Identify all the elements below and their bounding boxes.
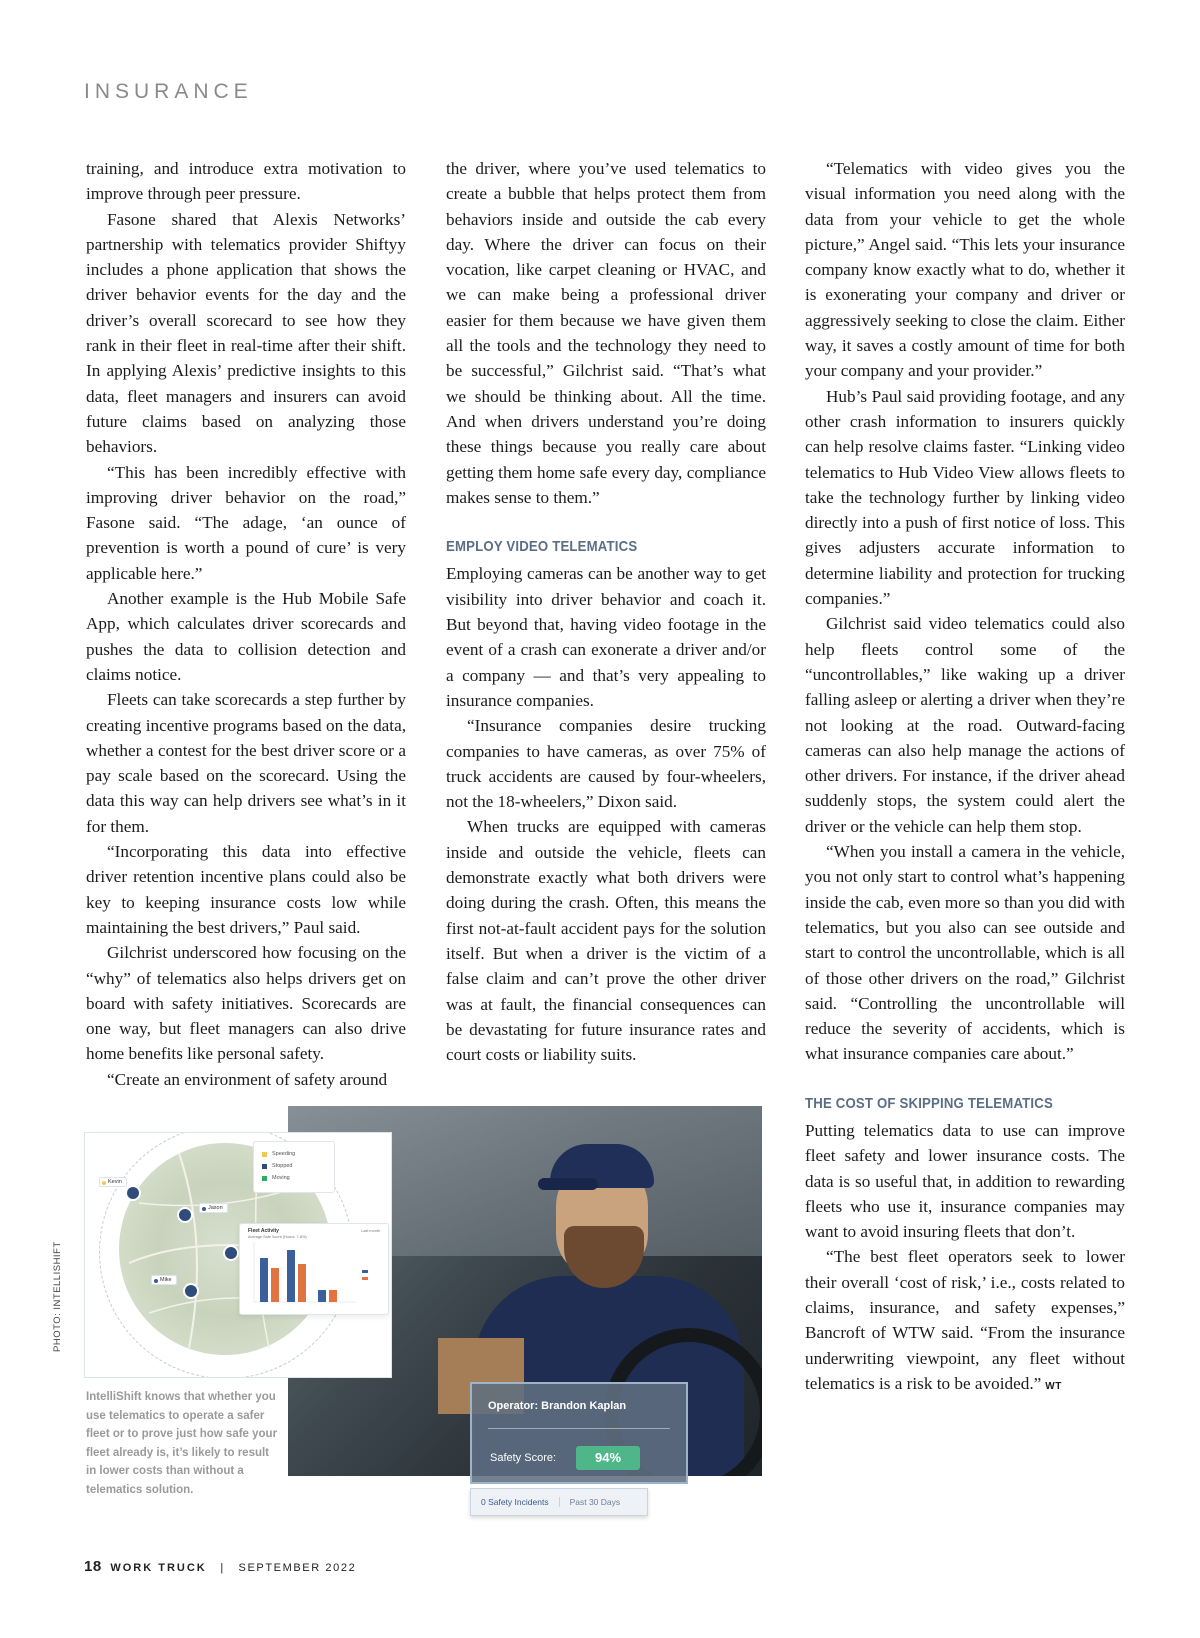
subhead-employ-video-telematics: EMPLOY VIDEO TELEMATICS <box>446 538 638 556</box>
legend-item <box>262 1160 334 1172</box>
paragraph: Hub’s Paul said providing footage, and any other crash information to insurers quickly can help resolve claims faster. “Linking video telematics to Hub Video View allows fleets to take the technology further by linking video directly into a push of first notice of loss. This gives adjusters accurate information to determine liability and protection for trucking companies.” <box>805 386 1125 609</box>
legend-swatch-moving <box>262 1176 267 1181</box>
photo-credit: PHOTO: INTELLISHIFT <box>52 1241 63 1352</box>
hud-tabs <box>470 1488 648 1516</box>
photo-cap-brim <box>538 1178 598 1190</box>
legend-swatch-stopped <box>262 1164 267 1169</box>
footer-separator: | <box>220 1562 225 1574</box>
issue-date: SEPTEMBER 2022 <box>238 1562 357 1574</box>
paragraph: “When you install a camera in the vehicle, you not only start to control what’s happening inside the cab, even more so than you did with telematics, but you also can see outside and start to control the uncontrollable, which is all of those other drivers on the road,” Gilchrist said. “Controlling the uncontrollable will reduce the severity of accidents, which is what insurance companies care about.” <box>805 842 1125 1064</box>
safety-score-label: Safety Score: <box>490 1452 557 1464</box>
paragraph: “Telematics with video gives you the visual information you need along with the data from your vehicle to get the whole picture,” Angel said. “This lets your insurance company know exactly what to do, whether it is exonerating your company and driver or aggressively seeking to close the claim. Either way, it saves a costly amount of time for both your company and your provider.” <box>805 159 1125 381</box>
hud-divider <box>488 1428 670 1429</box>
chart-bar <box>260 1258 268 1302</box>
legend-label: Moving <box>272 1175 290 1181</box>
tab-past-30-days: Past 30 Days <box>559 1497 631 1507</box>
paragraph: When trucks are equipped with cameras inside and outside the vehicle, fleets can demonstrate exactly what both drivers were doing during the crash. Often, this means the first not-at-fault accident pays for the solution itself. But when a driver is the victim of a false claim and can’t prove the other driver was at fault, the financial consequences can be devastating for future insurance rates and court costs or liability suits. <box>446 817 766 1065</box>
legend-item <box>262 1148 334 1160</box>
operator-name: Operator: Brandon Kaplan <box>488 1400 627 1412</box>
end-mark: WT <box>1045 1380 1062 1392</box>
paragraph: Employing cameras can be another way to get visibility into driver behavior and coach it. But beyond that, having video footage in the event of a crash can exonerate a driver and/or a company — and that’s very appealing to insurance companies. <box>446 564 766 710</box>
paragraph-text: “The best fleet operators seek to lower their overall ‘cost of risk,’ i.e., costs related to claims, insurance, and safety expenses,” Bancroft of WTW said. “From the insurance underwriting viewpoint, any fleet without telematics is a risk to be avoided.” <box>805 1247 1125 1393</box>
paragraph: “Incorporating this data into effective driver retention incentive plans could also be key to keeping insurance costs low while maintaining the best drivers,” Paul said. <box>86 842 406 937</box>
tab-safety-incidents: 0 Safety Incidents <box>481 1497 549 1507</box>
paragraph: Putting telematics data to use can improve fleet safety and lower insurance costs. The data is so useful that, in addition to rewarding fleets who use it, insurance companies may want to avoid insuring fleets that don’t. <box>805 1120 1125 1242</box>
legend-label: Speeding <box>272 1151 296 1157</box>
paragraph: Gilchrist underscored how focusing on the “why” of telematics also helps drivers get on board with safety initiatives. Scorecards are one way, but fleet managers can also drive home benefits like personal safety. <box>86 943 406 1064</box>
chart-legend-swatch <box>362 1277 368 1280</box>
legend-swatch-speeding <box>262 1152 267 1157</box>
paragraph: Fleets can take scorecards a step further by creating incentive programs based on the data, whether a contest for the best driver score or a pay scale based on the scorecard. Using the data this way can help drivers see what’s in it for them. <box>86 690 406 836</box>
vehicle-marker-icon <box>125 1185 141 1201</box>
legend-item <box>262 1172 334 1184</box>
fleet-map-card <box>84 1132 392 1378</box>
paragraph: training, and introduce extra motivation to improve through peer pressure. <box>86 159 406 204</box>
chart-legend-swatch <box>362 1270 368 1273</box>
legend-label: Stopped <box>272 1163 293 1169</box>
map-pin-kevin: Kevin <box>99 1177 127 1187</box>
paragraph: Another example is the Hub Mobile Safe App, which calculates driver scorecards and pushes the data to collision detection and claims notice. <box>86 589 406 684</box>
paragraph: “This has been incredibly effective with improving driver behavior on the road,” Fasone said. “The adage, ‘an ounce of prevention is worth a pound of cure’ is very applicable here.” <box>86 462 406 583</box>
section-label: INSURANCE <box>84 80 253 103</box>
article-column-1 <box>86 156 406 1092</box>
map-pin-jason: Jason <box>199 1203 228 1213</box>
chart-bar <box>271 1268 279 1302</box>
operator-hud <box>470 1382 688 1484</box>
map-legend <box>253 1141 335 1193</box>
chart-bar <box>318 1290 326 1302</box>
vehicle-marker-icon <box>183 1283 199 1299</box>
article-column-2 <box>446 156 766 1067</box>
chart-bar <box>329 1290 337 1302</box>
safety-score-badge: 94% <box>576 1446 640 1470</box>
fleet-activity-chart-card <box>239 1223 389 1315</box>
paragraph: “Insurance companies desire trucking companies to have cameras, as over 75% of truck accidents are caused by four-wheelers, not the 18-wheelers,” Dixon said. <box>446 716 766 812</box>
paragraph <box>805 1244 1125 1399</box>
map-pin-mike: Mike <box>151 1275 177 1285</box>
chart-subtitle: Average Safe Score (Hours: 7-8%) <box>248 1235 307 1239</box>
paragraph: Gilchrist said video telematics could also help fleets control some of the “uncontrollables,” like waking up a driver falling asleep or alerting a driver when they’re not looking at the road. Outward-facing cameras can also help manage the actions of other drivers. For instance, if the driver ahead suddenly stops, the system could alert the driver or the vehicle can help them stop. <box>805 614 1125 836</box>
publication-name: WORK TRUCK <box>110 1562 207 1574</box>
chart-title: Fleet Activity <box>248 1228 279 1234</box>
vehicle-marker-icon <box>177 1207 193 1223</box>
figure-caption: IntelliShift knows that whether you use telematics to operate a safer fleet or to prove just how safe your fleet already is, it’s likely to result in lower costs than without a telematics solution. <box>86 1391 278 1496</box>
subhead-cost-of-skipping-telematics: THE COST OF SKIPPING TELEMATICS <box>805 1094 1053 1112</box>
article-column-3 <box>805 156 1125 1399</box>
page-footer <box>84 1558 356 1575</box>
paragraph: “Create an environment of safety around <box>107 1069 388 1089</box>
vehicle-marker-icon <box>223 1245 239 1261</box>
chart-bar <box>298 1264 306 1302</box>
fleet-activity-bar-chart <box>244 1240 386 1312</box>
paragraph: Fasone shared that Alexis Networks’ partnership with telematics provider Shiftyy includes a phone application that shows the driver behavior events for the day and the driver’s overall scorecard to see how they rank in their fleet in real-time after their shift. In applying Alexis’ predictive insights to this data, fleet managers and insurers can avoid future claims based on analyzing those behaviors. <box>86 209 406 457</box>
chart-bar <box>287 1250 295 1302</box>
chart-period: Last month <box>361 1229 380 1233</box>
paragraph: the driver, where you’ve used telematics to create a bubble that helps protect them from behaviors inside and outside the cab every day. Where the driver can focus on their vocation, like carpet cleaning or HVAC, and we can make being a professional driver easier for them because we have given them all the tools and the technology they need to be successful,” Gilchrist said. “That’s what we should be thinking about. All the time. And when drivers understand you’re doing these things because you really care about getting them home safe every day, compliance makes sense to them.” <box>446 159 766 507</box>
page-number: 18 <box>84 1558 102 1575</box>
